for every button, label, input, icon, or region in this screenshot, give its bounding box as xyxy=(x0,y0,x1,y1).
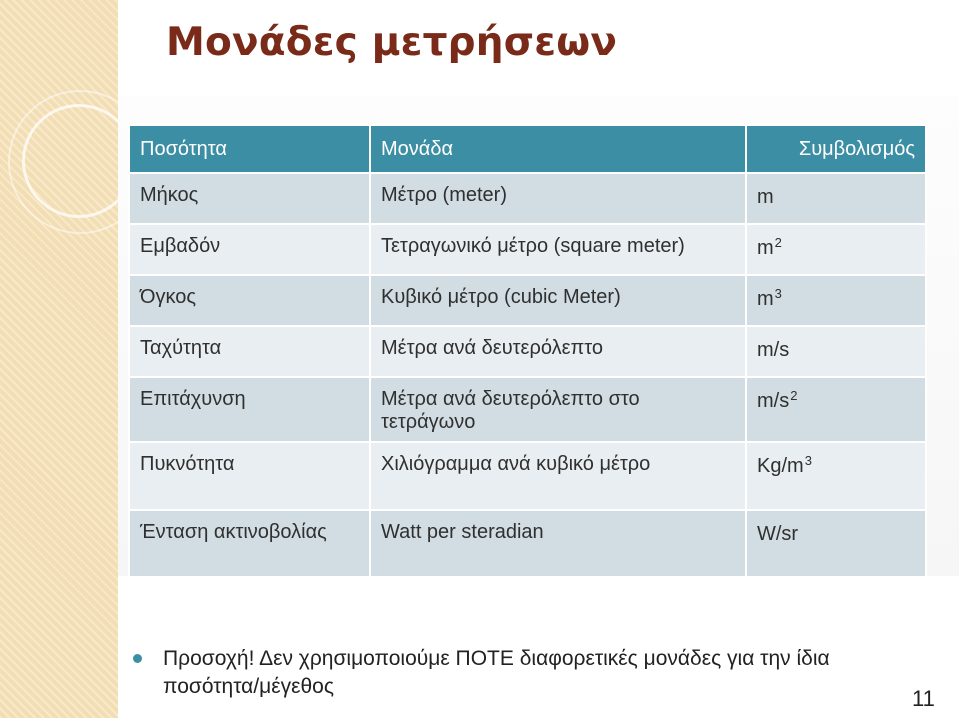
cell-quantity: Όγκος xyxy=(129,275,370,326)
cell-symbol xyxy=(746,173,926,224)
cell-quantity: Εμβαδόν xyxy=(129,224,370,275)
cell-unit: Κυβικό μέτρο (cubic Meter) xyxy=(370,275,746,326)
bullet-icon xyxy=(133,654,142,663)
table-row xyxy=(129,442,926,510)
cell-unit: Μέτρα ανά δευτερόλεπτο xyxy=(370,326,746,377)
table-header-row xyxy=(129,125,926,173)
symbol-exponent: 3 xyxy=(804,453,812,468)
cell-quantity: Ένταση ακτινοβολίας xyxy=(129,510,370,577)
header-symbol: Συμβολισμός xyxy=(746,125,926,173)
cell-symbol xyxy=(746,510,926,577)
page-number: 11 xyxy=(912,686,935,711)
cell-symbol xyxy=(746,275,926,326)
header-unit: Μονάδα xyxy=(370,125,746,173)
table-row xyxy=(129,326,926,377)
units-table xyxy=(128,124,927,578)
cell-symbol xyxy=(746,442,926,510)
cell-unit: Χιλιόγραμμα ανά κυβικό μέτρο xyxy=(370,442,746,510)
cell-quantity: Ταχύτητα xyxy=(129,326,370,377)
cell-quantity: Μήκος xyxy=(129,173,370,224)
header-quantity: Ποσότητα xyxy=(129,125,370,173)
cell-unit: Watt per steradian xyxy=(370,510,746,577)
symbol-text: m xyxy=(757,237,774,259)
cell-quantity: Πυκνότητα xyxy=(129,442,370,510)
warning-note xyxy=(133,645,913,701)
table-row xyxy=(129,510,926,577)
table-row xyxy=(129,173,926,224)
cell-symbol xyxy=(746,224,926,275)
symbol-exponent: 2 xyxy=(790,388,798,403)
table-row xyxy=(129,275,926,326)
symbol-exponent: 3 xyxy=(774,286,782,301)
warning-note-text: Προσοχή! Δεν χρησιμοποιούμε ΠΟΤΕ διαφορετικές μονάδες για την ίδια ποσότητα/μέγεθος xyxy=(163,647,830,698)
slide-title: Μονάδες μετρήσεων xyxy=(166,20,618,65)
cell-symbol xyxy=(746,377,926,442)
cell-quantity: Επιτάχυνση xyxy=(129,377,370,442)
symbol-text: W/sr xyxy=(757,523,799,545)
table-row xyxy=(129,377,926,442)
symbol-text: m xyxy=(757,186,774,208)
cell-symbol xyxy=(746,326,926,377)
symbol-exponent: 2 xyxy=(774,235,782,250)
table-row xyxy=(129,224,926,275)
cell-unit: Τετραγωνικό μέτρο (square meter) xyxy=(370,224,746,275)
cell-unit: Μέτρα ανά δευτερόλεπτο στο τετράγωνο xyxy=(370,377,746,442)
symbol-text: m xyxy=(757,288,774,310)
symbol-text: m/s xyxy=(757,339,790,361)
cell-unit: Μέτρο (meter) xyxy=(370,173,746,224)
symbol-text: Kg/m xyxy=(757,455,804,477)
symbol-text: m/s xyxy=(757,390,790,412)
